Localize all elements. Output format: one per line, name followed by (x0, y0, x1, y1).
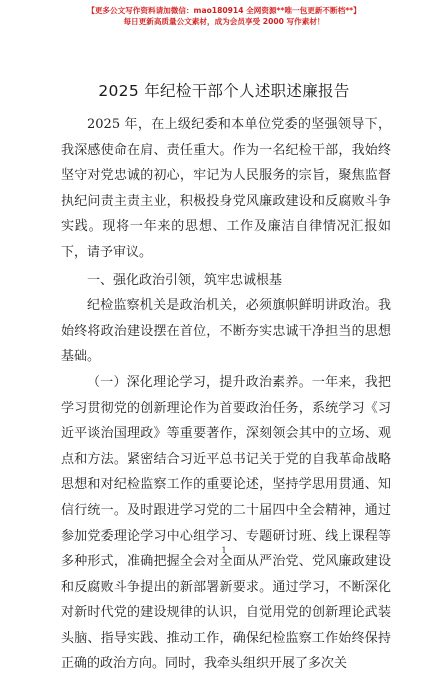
section-heading-1: 一、强化政治引领，筑牢忠诚根基 (87, 272, 283, 288)
document-body (61, 112, 391, 677)
subsection-1-paragraph: （一）深化理论学习，提升政治素养。一年来，我把学习贯彻党的创新理论作为首要政治任务，系统学习《习近平谈治国理政》等重要著作，深刻领会其中的立场、观点和方法。紧密结合习近平总书记关于党的自我革命战略思想和对纪检监察工作的重要论述，坚持学思用贯通、知信行统一。及时跟进学习党的二十届四中全会精神，通过参加党委理论学习中心组学习、专题研讨班、线上课程等多种形式，准确把握全会对全面从严治党、党风廉政建设和反腐败斗争提出的新部署新要求。通过学习，不断深化对新时代党的建设规律的认识，自觉用党的创新理论武装头脑、指导实践、推动工作，确保纪检监察工作始终保持正确的政治方向。同时，我牵头组织开展了多次关 (61, 374, 391, 672)
promo-banner-line-1: 【更多公文写作资料请加微信：mao180914 全网资源**唯一包更新不断档**】 (87, 6, 361, 15)
section-1-paragraph: 纪检监察机关是政治机关，必须旗帜鲜明讲政治。我始终将政治建设摆在首位，不断夯实忠诚干净担当的思想基础。 (61, 298, 391, 365)
promo-banner (0, 5, 448, 27)
page-number: 1 (221, 546, 227, 555)
intro-paragraph: 2025 年，在上级纪委和本单位党委的坚强领导下，我深感使命在肩、责任重大。作为一名纪检干部，我始终坚守对党忠诚的初心，牢记为人民服务的宗旨，聚焦监督执纪问责主责主业，积极投身党风廉政建设和反腐败斗争实践。现将一年来的思想、工作及廉洁自律情况汇报如下，请予审议。 (61, 117, 391, 260)
promo-banner-line-2: 每日更新高质量公文素材，成为会员享受 2000 写作素材！ (123, 17, 325, 26)
document-title: 2025 年纪检干部个人述职述廉报告 (98, 82, 350, 100)
